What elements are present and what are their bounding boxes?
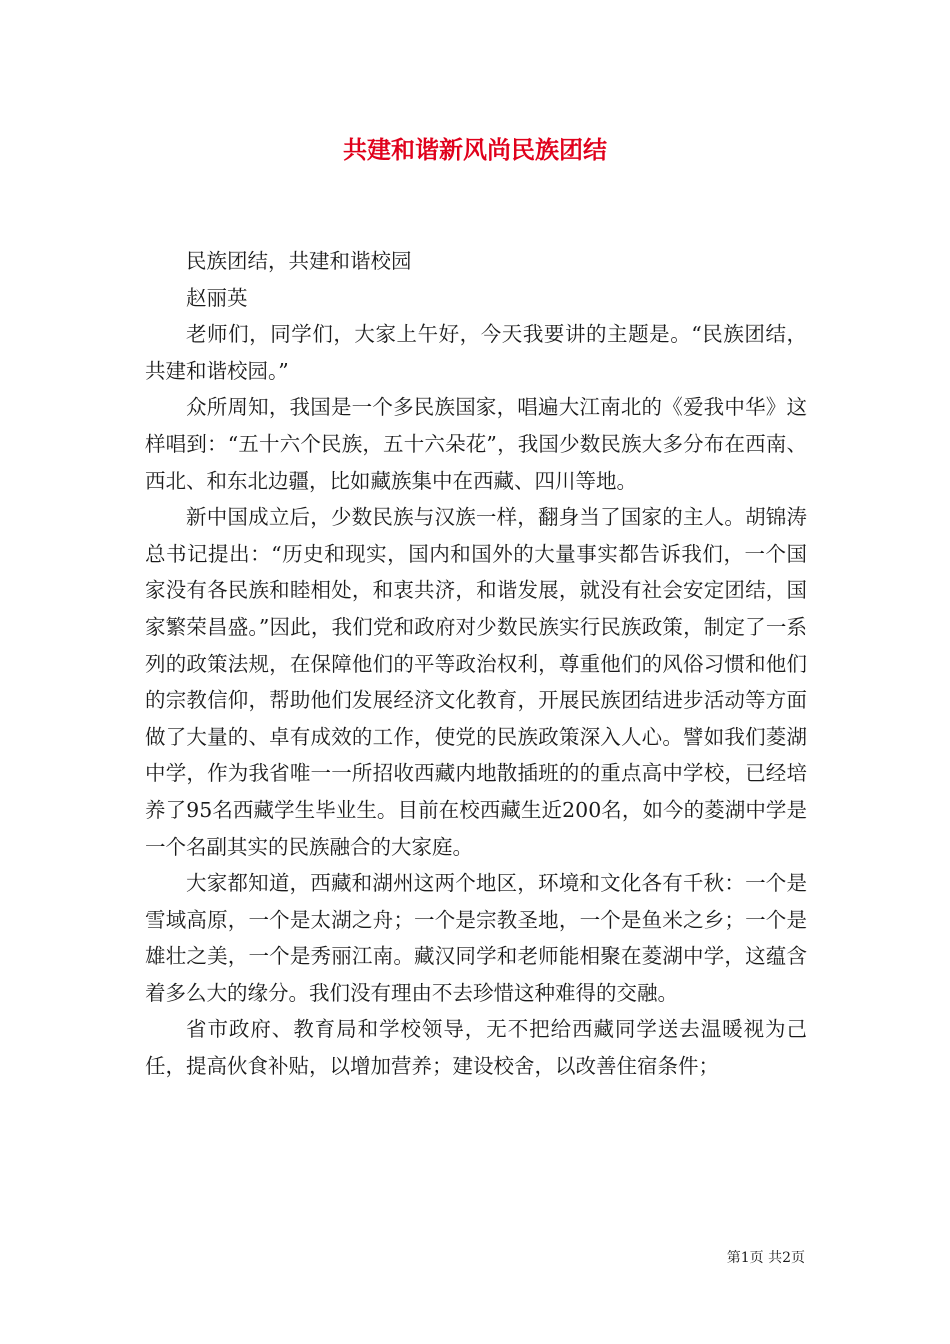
- paragraph: 新中国成立后，少数民族与汉族一样，翻身当了国家的主人。胡锦涛总书记提出：“历史和现实，国内和国外的大量事实都告诉我们，一个国家没有各民族和睦相处，和衷共济，和谐发展，就没有社会安定团结，国家繁荣昌盛。”因此，我们党和政府对少数民族实行民族政策，制定了一系列的政策法规，在保障他们的平等政治权利，尊重他们的风俗习惯和他们的宗教信仰，帮助他们发展经济文化教育，开展民族团结进步活动等方面做了大量的、卓有成效的工作，使党的民族政策深入人心。譬如我们菱湖中学，作为我省唯一一所招收西藏内地散插班的的重点高中学校，已经培养了95名西藏学生毕业生。目前在校西藏生近200名，如今的菱湖中学是一个名副其实的民族融合的大家庭。: [145, 505, 807, 859]
- paragraph: 省市政府、教育局和学校领导，无不把给西藏同学送去温暖视为己任，提高伙食补贴，以增加营养；建设校舍，以改善住宿条件；: [145, 1017, 807, 1079]
- paragraph-author: 赵丽英: [186, 285, 248, 310]
- paragraph-subtitle: 民族团结，共建和谐校园: [186, 249, 412, 273]
- paragraph: 众所周知，我国是一个多民族国家，唱遍大江南北的《爱我中华》这样唱到：“五十六个民族，五十六朵花”，我国少数民族大多分布在西南、西北、和东北边疆，比如藏族集中在西藏、四川等地。: [145, 395, 807, 493]
- paragraph: 大家都知道，西藏和湖州这两个地区，环境和文化各有千秋：一个是雪域高原，一个是太湖之舟；一个是宗教圣地，一个是鱼米之乡；一个是雄壮之美，一个是秀丽江南。藏汉同学和老师能相聚在菱湖中学，这蕴含着多么大的缘分。我们没有理由不去珍惜这种难得的交融。: [145, 871, 807, 1005]
- document-title: 共建和谐新风尚民族团结: [343, 135, 607, 164]
- paragraph: 老师们，同学们，大家上午好，今天我要讲的主题是。“民族团结，共建和谐校园。”: [145, 322, 807, 383]
- document-body: [145, 243, 807, 1085]
- page-number-footer: 第1页 共2页: [726, 1250, 805, 1266]
